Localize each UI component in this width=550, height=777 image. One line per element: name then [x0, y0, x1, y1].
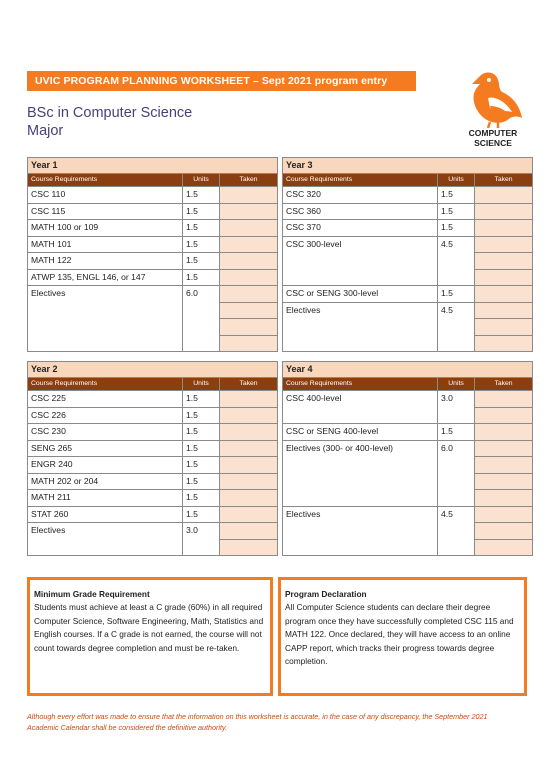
course-name: Electives — [283, 302, 438, 352]
taken-cell[interactable] — [475, 253, 533, 270]
taken-cell[interactable] — [475, 539, 533, 556]
table-row — [28, 457, 278, 474]
table-row — [28, 490, 278, 507]
taken-cell[interactable] — [475, 506, 533, 523]
degree-name: BSc in Computer Science — [27, 105, 193, 121]
course-units: 1.5 — [183, 473, 220, 490]
course-units: 1.5 — [183, 187, 220, 204]
taken-cell[interactable] — [475, 424, 533, 441]
course-name: CSC 225 — [28, 391, 183, 408]
taken-cell[interactable] — [220, 286, 278, 303]
table-row — [283, 203, 533, 220]
table-row — [28, 440, 278, 457]
table-row — [283, 440, 533, 457]
course-units: 1.5 — [438, 286, 475, 303]
table-row — [28, 203, 278, 220]
table-row — [283, 506, 533, 523]
col-units: Units — [438, 378, 475, 391]
col-course: Course Requirements — [28, 378, 183, 391]
year2-table — [27, 361, 278, 556]
course-name: CSC 115 — [28, 203, 183, 220]
course-units: 6.0 — [438, 440, 475, 506]
table-row — [28, 286, 278, 303]
box-title: Program Declaration — [285, 589, 367, 599]
taken-cell[interactable] — [475, 187, 533, 204]
table-row — [283, 236, 533, 253]
course-name: CSC 360 — [283, 203, 438, 220]
course-name: CSC 110 — [28, 187, 183, 204]
table-row — [28, 253, 278, 270]
col-course: Course Requirements — [28, 174, 183, 187]
course-name: MATH 122 — [28, 253, 183, 270]
course-units: 1.5 — [183, 253, 220, 270]
table-row — [28, 424, 278, 441]
table-row — [283, 424, 533, 441]
taken-cell[interactable] — [475, 407, 533, 424]
col-units: Units — [438, 174, 475, 187]
col-units: Units — [183, 378, 220, 391]
course-units: 1.5 — [183, 203, 220, 220]
taken-cell[interactable] — [220, 539, 278, 556]
course-name: MATH 100 or 109 — [28, 220, 183, 237]
course-name: CSC 320 — [283, 187, 438, 204]
course-units: 4.5 — [438, 236, 475, 286]
course-name: MATH 202 or 204 — [28, 473, 183, 490]
course-units: 1.5 — [183, 220, 220, 237]
course-name: MATH 101 — [28, 236, 183, 253]
course-units: 1.5 — [438, 203, 475, 220]
col-course: Course Requirements — [283, 174, 438, 187]
program-declaration-box — [278, 577, 527, 696]
course-name: CSC or SENG 300-level — [283, 286, 438, 303]
logo-line1: COMPUTER — [468, 128, 518, 138]
course-units: 1.5 — [183, 424, 220, 441]
table-row — [28, 220, 278, 237]
course-units: 3.0 — [438, 391, 475, 424]
taken-cell[interactable] — [220, 457, 278, 474]
table-row — [28, 506, 278, 523]
taken-cell[interactable] — [220, 253, 278, 270]
year1-table — [27, 157, 278, 352]
table-row — [28, 523, 278, 540]
year4-table — [282, 361, 533, 556]
box-text: Students must achieve at least a C grade (60%) in all required Computer Science, Software Engineering, Math, Statistics and English courses. If a C grade is not earned, the course will not count towards degree completion and must be re-taken. — [34, 602, 264, 653]
course-name: Electives — [28, 286, 183, 352]
taken-cell[interactable] — [475, 286, 533, 303]
col-course: Course Requirements — [283, 378, 438, 391]
taken-cell[interactable] — [475, 203, 533, 220]
course-units: 1.5 — [183, 440, 220, 457]
table-row — [28, 407, 278, 424]
course-name: MATH 211 — [28, 490, 183, 507]
course-name: ENGR 240 — [28, 457, 183, 474]
box-text: All Computer Science students can declare their degree program once they have successfully completed CSC 115 and MATH 122. Once declared, they will have access to an online CAPP report, which tracks their progress towards degree completion. — [285, 602, 514, 667]
degree-title — [27, 104, 192, 140]
degree-type: Major — [27, 123, 64, 139]
course-name: CSC 300-level — [283, 236, 438, 286]
taken-cell[interactable] — [475, 319, 533, 336]
course-units: 4.5 — [438, 506, 475, 556]
taken-cell[interactable] — [220, 203, 278, 220]
year3-table — [282, 157, 533, 352]
col-taken: Taken — [220, 378, 278, 391]
table-row — [28, 473, 278, 490]
taken-cell[interactable] — [220, 391, 278, 408]
course-units: 1.5 — [438, 424, 475, 441]
col-taken: Taken — [475, 174, 533, 187]
course-name: Electives — [28, 523, 183, 556]
course-units: 3.0 — [183, 523, 220, 556]
course-name: CSC 230 — [28, 424, 183, 441]
col-taken: Taken — [220, 174, 278, 187]
course-name: Electives (300- or 400-level) — [283, 440, 438, 506]
course-name: CSC 226 — [28, 407, 183, 424]
taken-cell[interactable] — [220, 319, 278, 336]
taken-cell[interactable] — [475, 490, 533, 507]
taken-cell[interactable] — [220, 407, 278, 424]
course-name: STAT 260 — [28, 506, 183, 523]
course-units: 1.5 — [438, 187, 475, 204]
year-title: Year 2 — [28, 362, 278, 378]
course-units: 1.5 — [183, 407, 220, 424]
course-units: 1.5 — [183, 236, 220, 253]
course-name: ATWP 135, ENGL 146, or 147 — [28, 269, 183, 286]
taken-cell[interactable] — [475, 302, 533, 319]
year-title: Year 1 — [28, 158, 278, 174]
course-units: 1.5 — [438, 220, 475, 237]
taken-cell[interactable] — [220, 302, 278, 319]
course-name: Electives — [283, 506, 438, 556]
taken-cell[interactable] — [220, 440, 278, 457]
taken-cell[interactable] — [475, 335, 533, 352]
col-units: Units — [183, 174, 220, 187]
table-row — [283, 302, 533, 319]
col-taken: Taken — [475, 378, 533, 391]
table-row — [28, 236, 278, 253]
table-row — [283, 286, 533, 303]
taken-cell[interactable] — [475, 473, 533, 490]
course-name: CSC 370 — [283, 220, 438, 237]
table-row — [28, 269, 278, 286]
taken-cell[interactable] — [220, 269, 278, 286]
table-row — [283, 391, 533, 408]
disclaimer-footer: Although every effort was made to ensure that the information on this worksheet is accurate, in the case of any discrepancy, the September 2021 Academic Calendar shall be considered the definitive authority. — [27, 712, 488, 732]
table-row — [283, 187, 533, 204]
taken-cell[interactable] — [475, 523, 533, 540]
taken-cell[interactable] — [475, 269, 533, 286]
table-row — [28, 391, 278, 408]
minimum-grade-box — [27, 577, 273, 696]
worksheet-banner: UVIC PROGRAM PLANNING WORKSHEET – Sept 2021 program entry — [27, 71, 416, 91]
taken-cell[interactable] — [475, 236, 533, 253]
taken-cell[interactable] — [220, 335, 278, 352]
course-units: 1.5 — [183, 490, 220, 507]
taken-cell[interactable] — [220, 424, 278, 441]
course-units: 4.5 — [438, 302, 475, 352]
year-title: Year 3 — [283, 158, 533, 174]
course-units: 1.5 — [183, 391, 220, 408]
taken-cell[interactable] — [220, 236, 278, 253]
course-units: 1.5 — [183, 506, 220, 523]
course-units: 1.5 — [183, 457, 220, 474]
course-name: CSC or SENG 400-level — [283, 424, 438, 441]
taken-cell[interactable] — [220, 523, 278, 540]
taken-cell[interactable] — [475, 391, 533, 408]
taken-cell[interactable] — [475, 220, 533, 237]
course-name: CSC 400-level — [283, 391, 438, 424]
taken-cell[interactable] — [220, 473, 278, 490]
taken-cell[interactable] — [220, 490, 278, 507]
course-units: 1.5 — [183, 269, 220, 286]
logo-text — [458, 128, 528, 148]
box-title: Minimum Grade Requirement — [34, 589, 150, 599]
taken-cell[interactable] — [475, 440, 533, 457]
course-units: 6.0 — [183, 286, 220, 352]
taken-cell[interactable] — [220, 187, 278, 204]
course-name: SENG 265 — [28, 440, 183, 457]
taken-cell[interactable] — [220, 220, 278, 237]
taken-cell[interactable] — [475, 457, 533, 474]
table-row — [28, 187, 278, 204]
taken-cell[interactable] — [220, 506, 278, 523]
table-row — [283, 220, 533, 237]
year-title: Year 4 — [283, 362, 533, 378]
logo-line2: SCIENCE — [474, 138, 512, 148]
